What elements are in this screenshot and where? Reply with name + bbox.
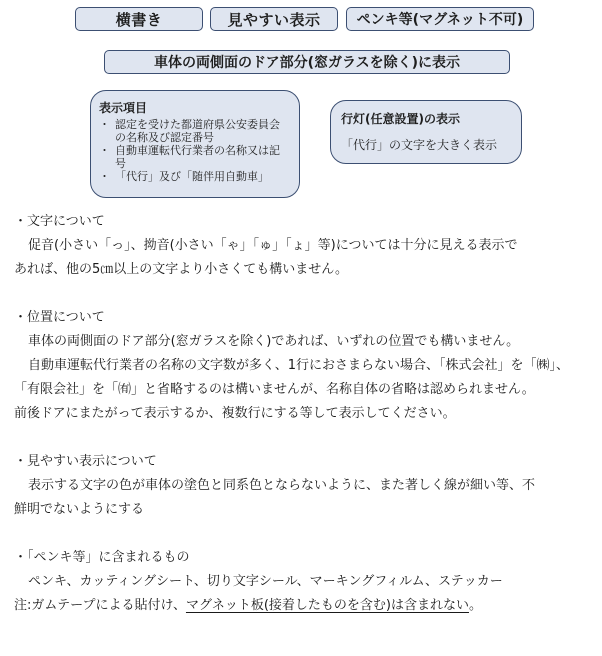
- section-heading: ・位置について: [14, 310, 105, 325]
- display-items-title: 表示項目: [99, 101, 148, 115]
- tag-yokogaki: 横書き: [75, 7, 203, 31]
- section-heading: ・文字について: [14, 214, 105, 229]
- display-items-panel: [90, 90, 300, 198]
- tag-miyasui-hyouji: 見やすい表示: [210, 7, 338, 31]
- note-prefix: 注:ガムテープによる貼付け、: [14, 598, 186, 613]
- andon-title: 行灯(任意設置)の表示: [341, 112, 460, 126]
- section-line: 鮮明でないようにする: [14, 502, 145, 517]
- section-heading: ・「ペンキ等」に含まれるもの: [14, 550, 190, 565]
- section-ichi: [14, 306, 590, 426]
- display-items-list: [99, 118, 289, 183]
- section-penki: [14, 546, 590, 618]
- body-text: [14, 210, 590, 618]
- tag-penki: ペンキ等(マグネット不可): [346, 7, 534, 31]
- section-moji: [14, 210, 590, 282]
- display-item: ・ 認定を受けた都道府県公安委員会の名称及び認定番号: [99, 118, 289, 144]
- section-line: 自動車運転代行業者の名称の文字数が多く、1行におさまらない場合、「株式会社」を「㈱」、: [28, 358, 570, 373]
- section-heading: ・見やすい表示について: [14, 454, 157, 469]
- display-item: ・ 自動車運転代行業者の名称又は記号: [99, 144, 289, 170]
- tag-door-placement: 車体の両側面のドア部分(窓ガラスを除く)に表示: [104, 50, 510, 74]
- section-line: 前後ドアにまたがって表示するか、複数行にする等して表示してください。: [14, 406, 456, 421]
- section-line: ペンキ、カッティングシート、切り文字シール、マーキングフィルム、ステッカー: [28, 574, 503, 589]
- section-line: 表示する文字の色が車体の塗色と同系色とならないように、また著しく線が細い等、不: [28, 478, 536, 493]
- section-line: 「有限会社」を「㈲」と省略するのは構いませんが、名称自体の省略は認められません。: [14, 382, 535, 397]
- display-item: ・ 「代行」及び「随伴用自動車」: [99, 170, 289, 183]
- section-line: 促音(小さい「っ」、拗音(小さい「ゃ」「ゅ」「ょ」等)については十分に見える表示で: [28, 238, 518, 253]
- andon-text: 「代行」の文字を大きく表示: [341, 138, 498, 152]
- note-underlined: マグネット板(接着したものを含む)は含まれない: [185, 598, 469, 613]
- andon-panel: [330, 100, 522, 164]
- section-hyouji: [14, 450, 590, 522]
- section-note: [14, 594, 590, 618]
- note-suffix: 。: [468, 598, 482, 613]
- section-line: あれば、他の5㎝以上の文字より小さくても構いません。: [14, 262, 349, 277]
- section-line: 車体の両側面のドア部分(窓ガラスを除く)であれば、いずれの位置でも構いません。: [28, 334, 520, 349]
